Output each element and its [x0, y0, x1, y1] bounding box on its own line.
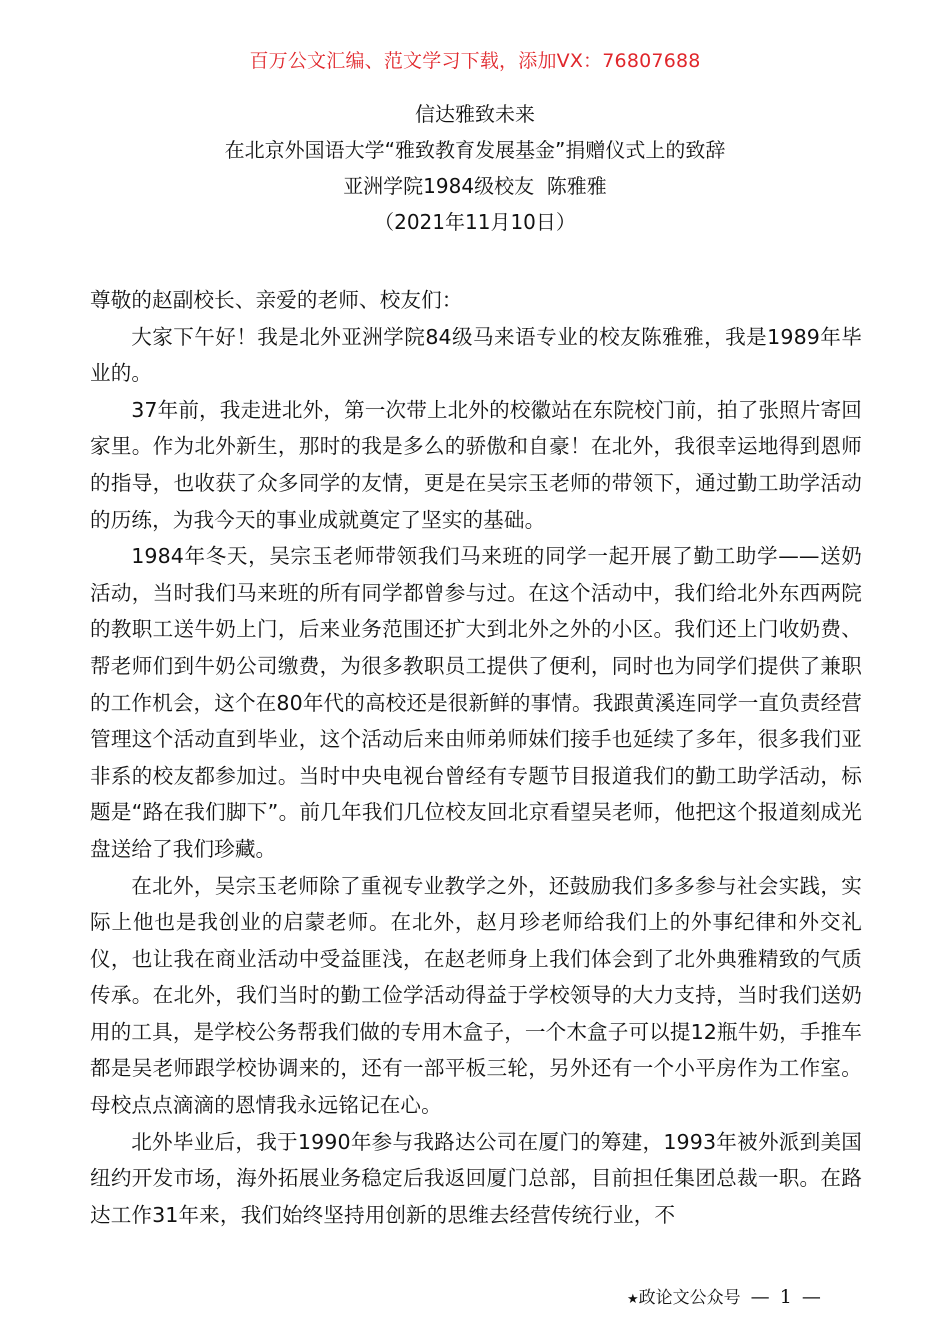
paragraph: 大家下午好！我是北外亚洲学院84级马来语专业的校友陈雅雅，我是1989年毕业的。: [90, 324, 862, 386]
star-icon: ★: [627, 1292, 639, 1307]
paragraph: 37年前，我走进北外，第一次带上北外的校徽站在东院校门前，拍了张照片寄回家里。作为北外新生，那时的我是多么的骄傲和自豪！在北外，我很幸运地得到恩师的指导，也收获了众多同学的友情，更是在吴宗玉老师的带领下，通过勤工助学活动的历练，为我今天的事业成就奠定了坚实的基础。: [90, 397, 862, 532]
watermark-banner: 百万公文汇编、范文学习下载，添加VX：76807688: [249, 50, 701, 72]
document-author: 亚洲学院1984级校友 陈雅雅: [343, 174, 607, 198]
document-header: [0, 96, 950, 240]
document-body: [90, 282, 862, 1233]
paragraph: 在北外，吴宗玉老师除了重视专业教学之外，还鼓励我们多多参与社会实践，实际上他也是我创业的启蒙老师。在北外，赵月珍老师给我们上的外事纪律和外交礼仪，也让我在商业活动中受益匪浅，在赵老师身上我们体会到了北外典雅精致的气质传承。在北外，我们当时的勤工俭学活动得益于学校领导的大力支持，当时我们送奶用的工具，是学校公务帮我们做的专用木盒子，一个木盒子可以提12瓶牛奶，手推车都是吴老师跟学校协调来的，还有一部平板三轮，另外还有一个小平房作为工作室。母校点点滴滴的恩情我永远铭记在心。: [90, 873, 862, 1118]
document-title: 信达雅致未来: [415, 102, 535, 126]
page-number: — 1 —: [750, 1286, 823, 1308]
document-date: （2021年11月10日）: [374, 210, 576, 234]
footer-source: 政论文公众号: [638, 1288, 741, 1308]
page-footer: [627, 1283, 823, 1308]
salutation: 尊敬的赵副校长、亲爱的老师、校友们：: [90, 288, 463, 312]
document-subtitle: 在北京外国语大学“雅致教育发展基金”捐赠仪式上的致辞: [224, 138, 726, 162]
paragraph: 1984年冬天，吴宗玉老师带领我们马来班的同学一起开展了勤工助学——送奶活动，当时我们马来班的所有同学都曾参与过。在这个活动中，我们给北外东西两院的教职工送牛奶上门，后来业务范围还扩大到北外之外的小区。我们还上门收奶费、帮老师们到牛奶公司缴费，为很多教职员工提供了便利，同时也为同学们提供了兼职的工作机会，这个在80年代的高校还是很新鲜的事情。我跟黄溪连同学一直负责经营管理这个活动直到毕业，这个活动后来由师弟师妹们接手也延续了多年，很多我们亚非系的校友都参加过。当时中央电视台曾经有专题节目报道我们的勤工助学活动，标题是“路在我们脚下”。前几年我们几位校友回北京看望吴老师，他把这个报道刻成光盘送给了我们珍藏。: [90, 544, 862, 861]
paragraph: 北外毕业后，我于1990年参与我路达公司在厦门的筹建，1993年被外派到美国纽约开发市场，海外拓展业务稳定后我返回厦门总部，目前担任集团总裁一职。在路达工作31年来，我们始终坚持用创新的思维去经营传统行业，不: [90, 1129, 862, 1227]
